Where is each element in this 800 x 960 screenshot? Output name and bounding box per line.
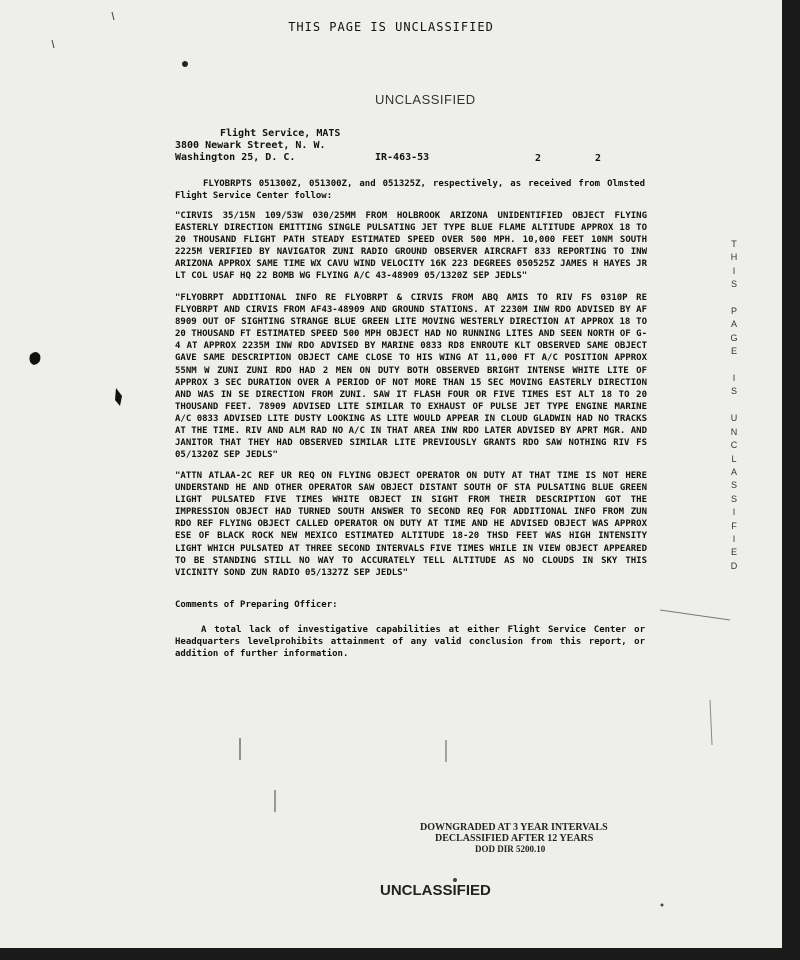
side-letter: T xyxy=(731,239,737,249)
message-flyobrpt: "FLYOBRPT ADDITIONAL INFO RE FLYOBRPT & CIRVIS FROM ABQ AMIS TO RIV FS 0310P RE FLYOBRPT AND CIRVIS FROM AF43-48909 AND GROUND STATIONS. AT 2230M INW RDO ADVISED BY AF 8909 OUT OF SIGHTING STRANGE BLUE GREEN LITE MOVING WESTERLY DIRECTION AT APPROX 18 TO 20 THOUSAND FT ESTIMATED SPEED 500 MPH OBJECT HAD NO RUNNING LITES AND SEEN NORTH OF G-4 AT APPROX 2235M INW RDO ADVISED BY MARINE 0833 RD8 ENROUTE KLT OBSERVED SAME OBJECT GAVE SAME DESCRIPTION OBJECT CAME CLOSE TO HIS WING AT 11,000 FT A/C POSITION APPROX 55NM W ZUNI ZUNI RDO HAD 2 MEN ON DUTY BOTH OBSERVED BRIGHT INTENSE WHITE LITE OF APPROX 3 SEC DURATION OVER A PERIOD OF NOT MORE THAN 15 SEC MOVING EASTERLY DIRECTION AND WAS IN SE DIRECTION FROM ZUNI. SAW IT FLASH FOUR OR FIVE TIMES EST ALT 18 TO 20 THOUSAND FEET. 78909 ADVISED LITE SIMILAR TO EXHAUST OF PULSE JET TYPE ENGINE MARINE A/C 0833 ADVISED LITE DUSTY LOOKING AS LITE WOULD APPEAR IN CLOUD GLADWIN HAD NO TRACKS AT THE TIME. RIV AND ALM RAD NO A/C IN THAT AREA INW RDO LATER ADVISED BY APRT MGR. AND JANITOR THAT THEY HAD OBSERVED SIMILAR LITE PREVIOUSLY GRANTS RDO SAW NOTHING RIV FS 05/1320Z SEP JEDLS" xyxy=(175,293,647,461)
scan-speck xyxy=(661,904,664,907)
scan-scratch xyxy=(52,40,54,48)
address-line-3: Washington 25, D. C. xyxy=(175,152,296,163)
side-letter: I xyxy=(732,265,736,276)
scan-blot xyxy=(30,352,41,365)
downgrade-line-3: DOD DIR 5200.10 xyxy=(475,844,546,854)
comments-heading: Comments of Preparing Officer: xyxy=(175,600,338,610)
side-letter: F xyxy=(731,520,737,531)
side-letter: C xyxy=(730,440,738,451)
scan-blot xyxy=(115,388,122,406)
side-letter: H xyxy=(730,252,738,263)
side-gap xyxy=(728,399,740,412)
message-cirvis: "CIRVIS 35/15N 109/53W 030/25MM FROM HOLBROOK ARIZONA UNIDENTIFIED OBJECT FLYING EASTERLY DIRECTION EMITTING SINGLE PULSATING JET TYPE BLUE FLAME ALTITUDE APPROX 18 TO 20 THOUSAND FLIGHT PATH STEADY ESTIMATED SPEED OVER 500 MPH. 10,000 FEET 10NM SOUTH 2225M VERIFIED BY NAVIGATOR ZUNI RADIO GROUND OBSERVER AIRCRAFT 833 REPORTING TO INW ARIZONA APPROX SAME TIME WX CAVU WIND VELOCITY 16K 223 DEGREES 050525Z JAMES H HAYES JR LT COL USAF HQ 22 BOMB WG FLYING A/C 43-48909 05/1320Z SEP JEDLS" xyxy=(175,211,647,282)
sender-address xyxy=(175,128,340,164)
page-mark-1: 2 xyxy=(535,153,542,164)
side-letter: I xyxy=(732,507,736,518)
page-classification-header: THIS PAGE IS UNCLASSIFIED xyxy=(288,20,494,34)
scan-scratch xyxy=(112,12,114,20)
scan-speck xyxy=(182,61,188,67)
report-reference: IR-463-53 xyxy=(375,152,430,163)
side-letter: A xyxy=(730,466,737,477)
address-line-1: Flight Service, MATS xyxy=(220,128,341,139)
intro-paragraph: FLYOBRPTS 051300Z, 051300Z, and 051325Z, respectively, as received from Olmsted Flight Service Center follow: xyxy=(175,179,645,202)
side-letter: G xyxy=(730,332,738,343)
downgrade-line-1: DOWNGRADED AT 3 YEAR INTERVALS xyxy=(420,822,608,833)
side-gap xyxy=(728,359,740,372)
downgrade-stamp xyxy=(420,822,608,855)
side-letter: E xyxy=(730,346,737,357)
side-letter: S xyxy=(730,386,737,397)
side-letter: E xyxy=(730,547,737,558)
side-letter: S xyxy=(730,279,737,290)
unclassified-stamp-bottom: UNCLASSIFIED xyxy=(380,882,491,899)
side-letter: L xyxy=(731,453,737,464)
side-letter: N xyxy=(730,426,738,437)
side-gap xyxy=(728,292,740,305)
side-letter: I xyxy=(732,373,736,384)
downgrade-line-2: DECLASSIFIED AFTER 12 YEARS xyxy=(435,833,594,844)
side-letter: I xyxy=(732,533,736,544)
side-classification-stamp xyxy=(728,238,740,573)
side-letter: U xyxy=(730,413,738,424)
comments-paragraph: A total lack of investigative capabilities at either Flight Service Center or Headquarters levelprohibits attainment of any valid conclusion from this report, or addition of further information. xyxy=(175,625,645,660)
side-letter: S xyxy=(730,480,737,491)
page-mark-2: 2 xyxy=(595,153,602,164)
side-letter: A xyxy=(730,319,737,330)
scan-edge-right xyxy=(782,0,800,960)
unclassified-stamp-top: UNCLASSIFIED xyxy=(375,92,476,107)
scan-edge-bottom xyxy=(0,948,800,960)
side-letter: D xyxy=(730,560,738,571)
scan-scratch xyxy=(710,700,712,745)
stamp-underline xyxy=(660,610,730,620)
message-atlaa: "ATTN ATLAA-2C REF UR REQ ON FLYING OBJECT OPERATOR ON DUTY AT THAT TIME IS NOT HERE UNDERSTAND HE AND OTHER OPERATOR SAW OBJECT DISTANT SOUTH OF STA PULSATING BLUE GREEN LIGHT PULSATED FIVE TIMES WHITE OBJECT IN SIGHT FROM THEIR DESCRIPTION GOT THE IMPRESSION OBJECT HAD TURNED SOUTH ANSWER TO SECOND REQ FOR ADDITIONAL INFO FROM ZUN RDO REF FLYING OBJECT CALLED OPERATOR ON DUTY AT TIME AND HE ADVISED OBJECT WAS APPROX ESE OF BLACK ROCK NEW MEXICO ESTIMATED ALTITUDE 18-20 THSD FEET WAS HIGH INTENSITY LIGHT WHICH PULSATED AT THREE SECOND INTERVALS FIVE TIMES WHILE IN VIEW OBJECT APPEARED TO BE STANDING STILL NO WAY TO ACCURATELY TELL ALTITUDE AS NO CLOUDS IN SKY THIS VICINITY SOND ZUN RADIO 05/1327Z SEP JEDLS" xyxy=(175,471,647,578)
address-line-2: 3800 Newark Street, N. W. xyxy=(175,140,326,151)
side-letter: P xyxy=(730,306,737,317)
side-letter: S xyxy=(730,493,737,504)
